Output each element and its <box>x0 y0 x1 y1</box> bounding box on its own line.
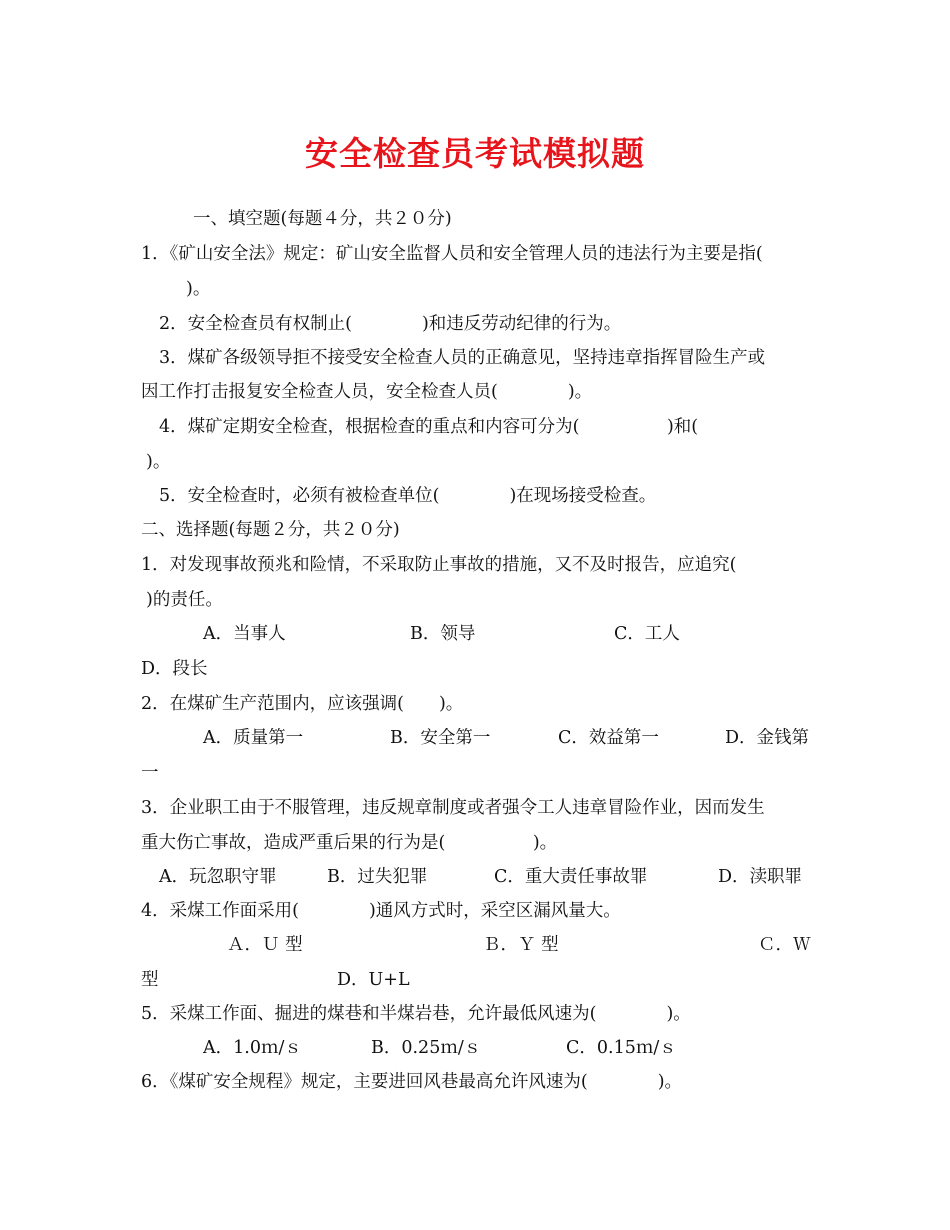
fill-q4-line2: )。 <box>146 452 171 472</box>
fill-q3-line2: 因工作打击报复安全检查人员，安全检查人员( )。 <box>141 382 593 402</box>
fill-q1-line1: 1．《矿山安全法》规定：矿山安全监督人员和安全管理人员的违法行为主要是指( <box>141 244 763 264</box>
choice-q1-line2: )的责任。 <box>146 590 223 610</box>
choice-q3-option-a: A．玩忽职守罪 <box>159 867 277 887</box>
section-choice-heading: 二、选择题(每题２分，共２０分) <box>141 520 400 540</box>
choice-q2-option-a: A．质量第一 <box>203 728 304 748</box>
choice-q4: 4．采煤工作面采用( )通风方式时，采空区漏风量大。 <box>141 901 621 921</box>
choice-q3-line1: 3．企业职工由于不服管理，违反规章制度或者强令工人违章冒险作业，因而发生 <box>141 798 765 818</box>
fill-q3-line1: 3．煤矿各级领导拒不接受安全检查人员的正确意见，坚持违章指挥冒险生产或 <box>159 348 766 368</box>
choice-q4-option-c: Ｃ．Ｗ <box>758 935 811 955</box>
choice-q3-option-d: D．渎职罪 <box>718 867 803 887</box>
choice-q5-option-a: A．1.0ｍ/ｓ <box>203 1038 302 1058</box>
fill-q5: 5．安全检查时，必须有被检查单位( )在现场接受检查。 <box>159 486 657 506</box>
choice-q1-line1: 1．对发现事故预兆和险情，不采取防止事故的措施，又不及时报告，应追究( <box>141 555 737 575</box>
fill-q4-line1: 4．煤矿定期安全检查，根据检查的重点和内容可分为( )和( <box>159 417 699 437</box>
choice-q4-option-c-wrap: 型 <box>141 970 159 990</box>
choice-q4-option-a: Ａ．Ｕ 型 <box>227 935 303 955</box>
choice-q1-option-d: D．段长 <box>141 659 208 679</box>
choice-q2-option-b: B．安全第一 <box>390 728 491 748</box>
choice-q5: 5．采煤工作面、掘进的煤巷和半煤岩巷，允许最低风速为( )。 <box>141 1004 691 1024</box>
section-fill-in-heading: 一、填空题(每题４分，共２０分) <box>193 209 452 229</box>
fill-q1-line2: )。 <box>186 279 211 299</box>
choice-q6: 6．《煤矿安全规程》规定，主要进回风巷最高允许风速为( )。 <box>141 1072 683 1092</box>
choice-q2-option-c: C．效益第一 <box>558 728 659 748</box>
choice-q5-option-c: C．0.15ｍ/ｓ <box>566 1038 677 1058</box>
choice-q3-option-b: B．过失犯罪 <box>327 867 428 887</box>
choice-q4-option-b: Ｂ．Ｙ 型 <box>483 935 559 955</box>
choice-q2-option-d: D．金钱第 <box>725 728 810 748</box>
choice-q2: 2．在煤矿生产范围内，应该强调( )。 <box>141 694 464 714</box>
fill-q2: 2．安全检查员有权制止( )和违反劳动纪律的行为。 <box>159 314 622 334</box>
choice-q3-line2: 重大伤亡事故，造成严重后果的行为是( )。 <box>141 833 558 853</box>
choice-q1-option-c: C．工人 <box>614 624 680 644</box>
choice-q5-option-b: B．0.25ｍ/ｓ <box>371 1038 482 1058</box>
choice-q3-option-c: C．重大责任事故罪 <box>494 867 648 887</box>
choice-q2-option-d-wrap: 一 <box>141 763 159 783</box>
choice-q1-option-a: A．当事人 <box>203 624 286 644</box>
choice-q1-option-b: B．领导 <box>410 624 476 644</box>
choice-q4-option-d: D．U+L <box>337 970 410 990</box>
document-title: 安全检查员考试模拟题 <box>305 134 645 173</box>
